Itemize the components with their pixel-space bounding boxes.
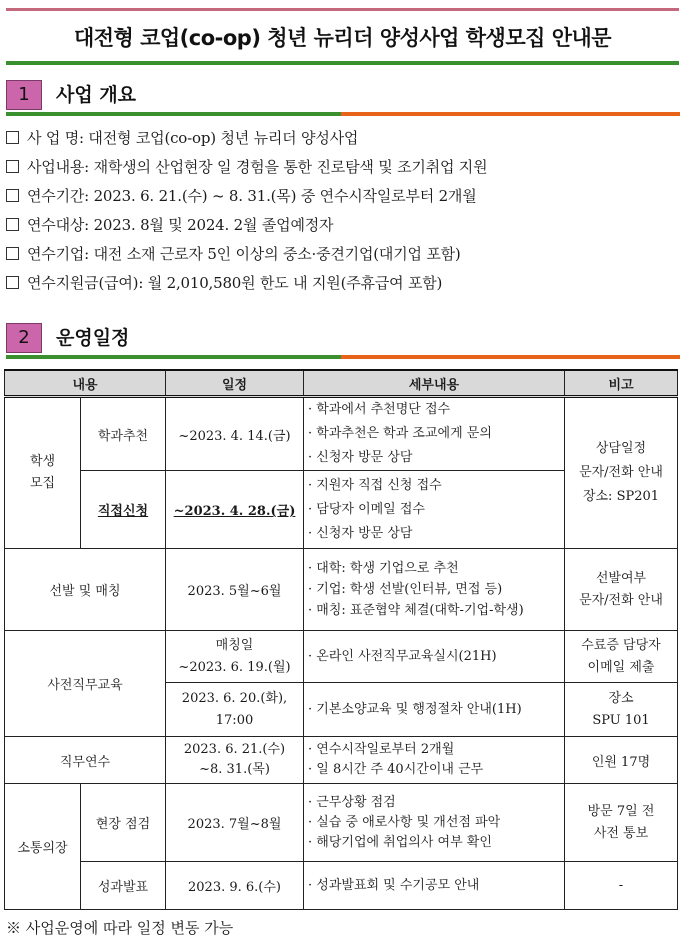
detail-line: · 실습 중 애로사항 및 개선점 파악 [308, 814, 501, 830]
detail-line: · 일 8시간 주 40시간이내 근무 [308, 762, 484, 777]
pretraining-date-2 [166, 683, 304, 737]
section-divider-orange [341, 112, 680, 116]
direct-apply-date: ~2023. 4. 28.(금) [166, 471, 304, 549]
communication-group-label: 소통의장 [5, 784, 81, 910]
detail-line: · 신청자 방문 상담 [308, 450, 413, 465]
header-schedule: 일정 [166, 370, 304, 397]
table-row [5, 397, 678, 471]
checkbox-icon [6, 189, 19, 202]
document-title: 대전형 코업(co-op) 청년 뉴리더 양성사업 학생모집 안내문 [73, 26, 612, 50]
overview-item [6, 124, 680, 153]
pretraining-detail-2: · 기본소양교육 및 행정절차 안내(1H) [304, 683, 565, 737]
presentation-label: 성과발표 [81, 862, 166, 910]
dept-recommend-date: ~2023. 4. 14.(금) [166, 397, 304, 471]
training-label: 직무연수 [5, 737, 166, 784]
matching-remarks [565, 549, 678, 631]
site-check-label: 현장 점검 [81, 784, 166, 862]
overview-item-text: 사업내용: 재학생의 산업현장 일 경험을 통한 진로탐색 및 조기취업 지원 [27, 158, 488, 176]
table-row [5, 737, 678, 784]
overview-item-text: 사 업 명: 대전형 코업(co-op) 청년 뉴리더 양성사업 [27, 129, 359, 147]
checkbox-icon [6, 160, 19, 173]
overview-item [6, 182, 680, 211]
pretraining-remarks-1 [565, 631, 678, 683]
section-divider-green [6, 112, 341, 116]
table-row [5, 631, 678, 683]
section-2-number: 2 [6, 323, 42, 353]
pretraining-label: 사전직무교육 [5, 631, 166, 737]
remark-line: 이메일 제출 [587, 659, 655, 675]
section-1-header [6, 78, 680, 118]
overview-item [6, 240, 680, 269]
overview-item-text: 연수기업: 대전 소재 근로자 5인 이상의 중소·중견기업(대기업 포함) [27, 245, 461, 263]
remark-line: 사전 통보 [593, 825, 649, 841]
remark-line: 수료증 담당자 [581, 637, 661, 653]
recruit-group-label: 학생 모집 [5, 397, 81, 549]
matching-label: 선발 및 매칭 [5, 549, 166, 631]
overview-item-text: 연수지원금(급여): 월 2,010,580원 한도 내 지원(주휴급여 포함) [27, 274, 443, 292]
site-check-remarks [565, 784, 678, 862]
checkbox-icon [6, 247, 19, 260]
pretraining-date-1 [166, 631, 304, 683]
remark-line: 방문 7일 전 [587, 803, 655, 819]
table-row [5, 862, 678, 910]
section-2-header [6, 321, 680, 361]
pretraining-detail-1: · 온라인 사전직무교육실시(21H) [304, 631, 565, 683]
site-check-date: 2023. 7월~8월 [166, 784, 304, 862]
overview-item-text: 연수대상: 2023. 8월 및 2024. 2월 졸업예정자 [27, 216, 334, 234]
remark-line: 문자/전화 안내 [579, 465, 663, 480]
remark-line: SPU 101 [592, 712, 650, 728]
section-1-number: 1 [6, 80, 42, 110]
checkbox-icon [6, 276, 19, 289]
checkbox-icon [6, 131, 19, 144]
site-check-details [304, 784, 565, 862]
overview-item [6, 269, 680, 298]
checkbox-icon [6, 218, 19, 231]
overview-item [6, 153, 680, 182]
detail-line: · 연수시작일로부터 2개월 [308, 742, 455, 757]
detail-line: · 신청자 방문 상담 [308, 525, 413, 541]
header-details: 세부내용 [304, 370, 565, 397]
table-header-row [5, 370, 678, 397]
direct-apply-label: 직접신청 [81, 471, 166, 549]
date-line: 매칭일 [215, 637, 254, 653]
date-line: 2023. 6. 20.(화), [181, 690, 288, 706]
table-row [5, 784, 678, 862]
table-row [5, 549, 678, 631]
detail-line: · 매칭: 표준협약 체결(대학-기업-학생) [308, 603, 524, 618]
detail-line: · 해당기업에 취업의사 여부 확인 [308, 834, 492, 850]
detail-line: · 학과추천은 학과 조교에게 문의 [308, 426, 492, 441]
date-line: ~2023. 6. 19.(월) [178, 659, 291, 675]
presentation-date: 2023. 9. 6.(수) [166, 862, 304, 910]
overview-item-text: 연수기간: 2023. 6. 21.(수) ~ 8. 31.(목) 중 연수시작일로부터 2개월 [27, 187, 477, 205]
header-content: 내용 [5, 370, 166, 397]
detail-line: · 근무상황 점검 [308, 794, 396, 810]
date-line: 17:00 [215, 712, 254, 728]
overview-list [6, 124, 680, 298]
title-bottom-line [6, 61, 679, 65]
remark-line: 선발여부 [595, 570, 647, 586]
remark-line: 장소: SP201 [582, 489, 660, 504]
presentation-detail: · 성과발표회 및 수기공모 안내 [304, 862, 565, 910]
presentation-remarks: - [565, 862, 678, 910]
pretraining-remarks-2 [565, 683, 678, 737]
remark-line: 문자/전화 안내 [579, 592, 663, 608]
detail-line: · 기업: 학생 선발(인터뷰, 면접 등) [308, 582, 503, 597]
footnote: ※ 사업운영에 따라 일정 변동 가능 [6, 919, 234, 937]
title-top-line [6, 8, 679, 11]
matching-details [304, 549, 565, 631]
dept-recommend-label: 학과추천 [81, 397, 166, 471]
direct-apply-details [304, 471, 565, 549]
date-line: ~8. 31.(목) [199, 762, 270, 777]
section-2-title: 운영일정 [56, 327, 130, 349]
training-details [304, 737, 565, 784]
detail-line: · 지원자 직접 신청 접수 [308, 477, 442, 493]
training-date [166, 737, 304, 784]
matching-date: 2023. 5월~6월 [166, 549, 304, 631]
section-1-title: 사업 개요 [56, 84, 137, 106]
remark-line: 상담일정 [595, 441, 647, 456]
schedule-table [4, 369, 678, 910]
date-line: 2023. 6. 21.(수) [183, 742, 286, 757]
detail-line: · 학과에서 추천명단 접수 [308, 402, 451, 417]
document-title-box [6, 8, 679, 65]
detail-line: · 담당자 이메일 접수 [308, 501, 425, 517]
dept-recommend-details [304, 397, 565, 471]
section-divider-green [6, 355, 341, 359]
training-remarks: 인원 17명 [565, 737, 678, 784]
header-remarks: 비고 [565, 370, 678, 397]
section-divider-orange [341, 355, 680, 359]
overview-item [6, 211, 680, 240]
recruit-remarks [565, 397, 678, 549]
detail-line: · 대학: 학생 기업으로 추천 [308, 561, 459, 576]
remark-line: 장소 [608, 690, 634, 706]
